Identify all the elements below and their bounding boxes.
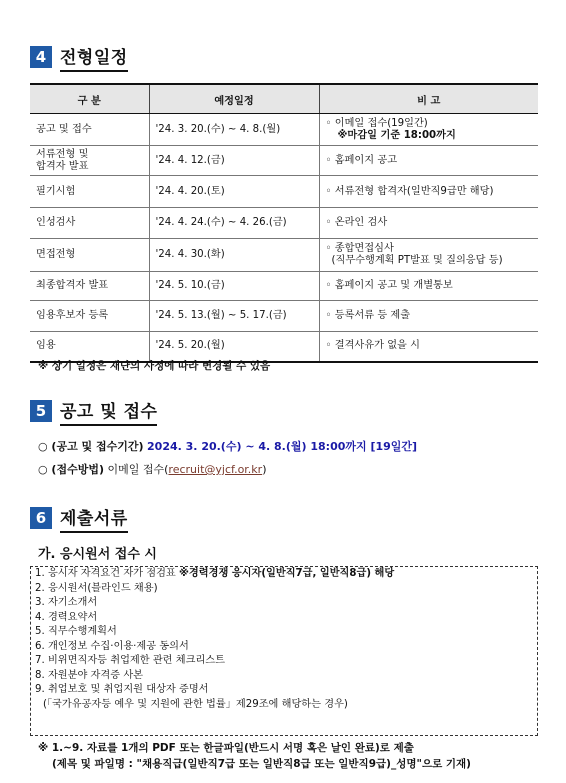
schedule-footnote: ※ 상기 일정은 재단의 사정에 따라 변경될 수 있음	[38, 360, 271, 372]
cell-date: '24. 4. 24.(수) ~ 4. 26.(금)	[149, 208, 319, 239]
section-4-header	[30, 44, 128, 70]
schedule-table	[30, 83, 538, 363]
section-number: 5	[30, 400, 52, 422]
category-line: 서류전형 및	[36, 148, 89, 160]
subsection-heading: 가. 응시원서 접수 시	[38, 547, 157, 562]
table-row	[30, 239, 538, 272]
section-title: 제출서류	[60, 504, 128, 533]
cell-note: ◦ 홈페이지 공고	[319, 146, 538, 176]
cell-date: '24. 3. 20.(수) ~ 4. 8.(월)	[149, 114, 319, 146]
cell-category: 최종합격자 발표	[30, 272, 149, 301]
list-item	[31, 567, 537, 582]
note-line: ◦ 종합면접심사	[325, 243, 394, 254]
header-date: 예정일정	[149, 84, 319, 114]
cell-note: ◦ 등록서류 등 제출	[319, 301, 538, 332]
list-item: 3. 자기소개서	[35, 597, 98, 608]
documents-footnote-detail: (제목 및 파일명 : "채용직급(일반직7급 또는 일반직8급 또는 일반직9급)_성명"으로 기재)	[52, 758, 471, 770]
period-value: 2024. 3. 20.(수) ~ 4. 8.(월) 18:00까지 [19일간]	[147, 440, 418, 453]
cell-note: ◦ 홈페이지 공고 및 개별통보	[319, 272, 538, 301]
cell-category: 임용	[30, 332, 149, 362]
cell-date: '24. 5. 10.(금)	[149, 272, 319, 301]
list-item: 6. 개인정보 수집·이용·제공 동의서	[35, 640, 189, 652]
period-bullet	[38, 438, 417, 454]
cell-category: 인성검사	[30, 208, 149, 239]
header-category: 구 분	[30, 84, 149, 114]
item-note: ※경력경쟁 응시자(일반직7급, 일반직8급) 해당	[179, 568, 395, 579]
list-item: (「국가유공자등 예우 및 지원에 관한 법률」제29조에 해당하는 경우)	[43, 698, 348, 710]
cell-category: 공고 및 접수	[30, 114, 149, 146]
item-text: 1. 응시자 자격요건 자가 점검표	[35, 568, 180, 579]
cell-note	[319, 114, 538, 146]
section-title: 공고 및 접수	[60, 397, 157, 426]
table-row	[30, 332, 538, 362]
section-number: 4	[30, 46, 52, 68]
method-label: ○ (접수방법)	[38, 463, 104, 476]
cell-category: 면접전형	[30, 239, 149, 272]
section-6-header	[30, 505, 128, 531]
list-item: 4. 경력요약서	[35, 611, 98, 623]
cell-date: '24. 4. 30.(화)	[149, 239, 319, 272]
note-line: ◦ 이메일 접수(19일간)	[325, 117, 428, 129]
table-header-row	[30, 84, 538, 114]
list-item: 5. 직무수행계획서	[35, 626, 117, 637]
method-close: )	[262, 463, 267, 476]
note-line: (직무수행계획 PT발표 및 질의응답 등)	[331, 255, 503, 266]
section-number: 6	[30, 507, 52, 529]
section-5-header	[30, 398, 157, 424]
list-item: 8. 자원분야 자격증 사본	[35, 669, 144, 681]
cell-note: ◦ 온라인 검사	[319, 208, 538, 239]
cell-date: '24. 5. 20.(월)	[149, 332, 319, 362]
table-row	[30, 272, 538, 301]
documents-list-box	[30, 566, 538, 736]
table-row	[30, 301, 538, 332]
table-row	[30, 114, 538, 146]
cell-note	[319, 239, 538, 272]
method-text: 이메일 접수(	[107, 463, 169, 476]
header-note: 비 고	[319, 84, 538, 114]
cell-date: '24. 4. 12.(금)	[149, 146, 319, 176]
cell-note: ◦ 결격사유가 없을 시	[319, 332, 538, 362]
cell-category: 필기시험	[30, 176, 149, 208]
table-row	[30, 176, 538, 208]
cell-note: ◦ 서류전형 합격자(일반직9급만 해당)	[319, 176, 538, 208]
table-row	[30, 208, 538, 239]
section-title: 전형일정	[60, 43, 128, 72]
cell-date: '24. 4. 20.(토)	[149, 176, 319, 208]
cell-category: 임용후보자 등록	[30, 301, 149, 332]
table-row	[30, 146, 538, 176]
category-line: 합격자 발표	[36, 160, 89, 172]
list-item: 2. 응시원서(블라인드 채용)	[35, 582, 158, 594]
documents-footnote: ※ 1.~9. 자료를 1개의 PDF 또는 한글파일(반드시 서명 혹은 날인 완료)로 제출	[38, 742, 414, 754]
cell-category	[30, 146, 149, 176]
method-bullet	[38, 461, 267, 477]
cell-date: '24. 5. 13.(월) ~ 5. 17.(금)	[149, 301, 319, 332]
list-item: 7. 비위면직자등 취업제한 관련 체크리스트	[35, 655, 225, 666]
period-label: ○ (공고 및 접수기간)	[38, 440, 144, 453]
list-item: 9. 취업보호 및 취업지원 대상자 증명서	[35, 684, 209, 695]
email-link[interactable]: recruit@yjcf.or.kr	[168, 463, 263, 476]
note-line: ※마감일 기준 18:00까지	[337, 129, 456, 141]
